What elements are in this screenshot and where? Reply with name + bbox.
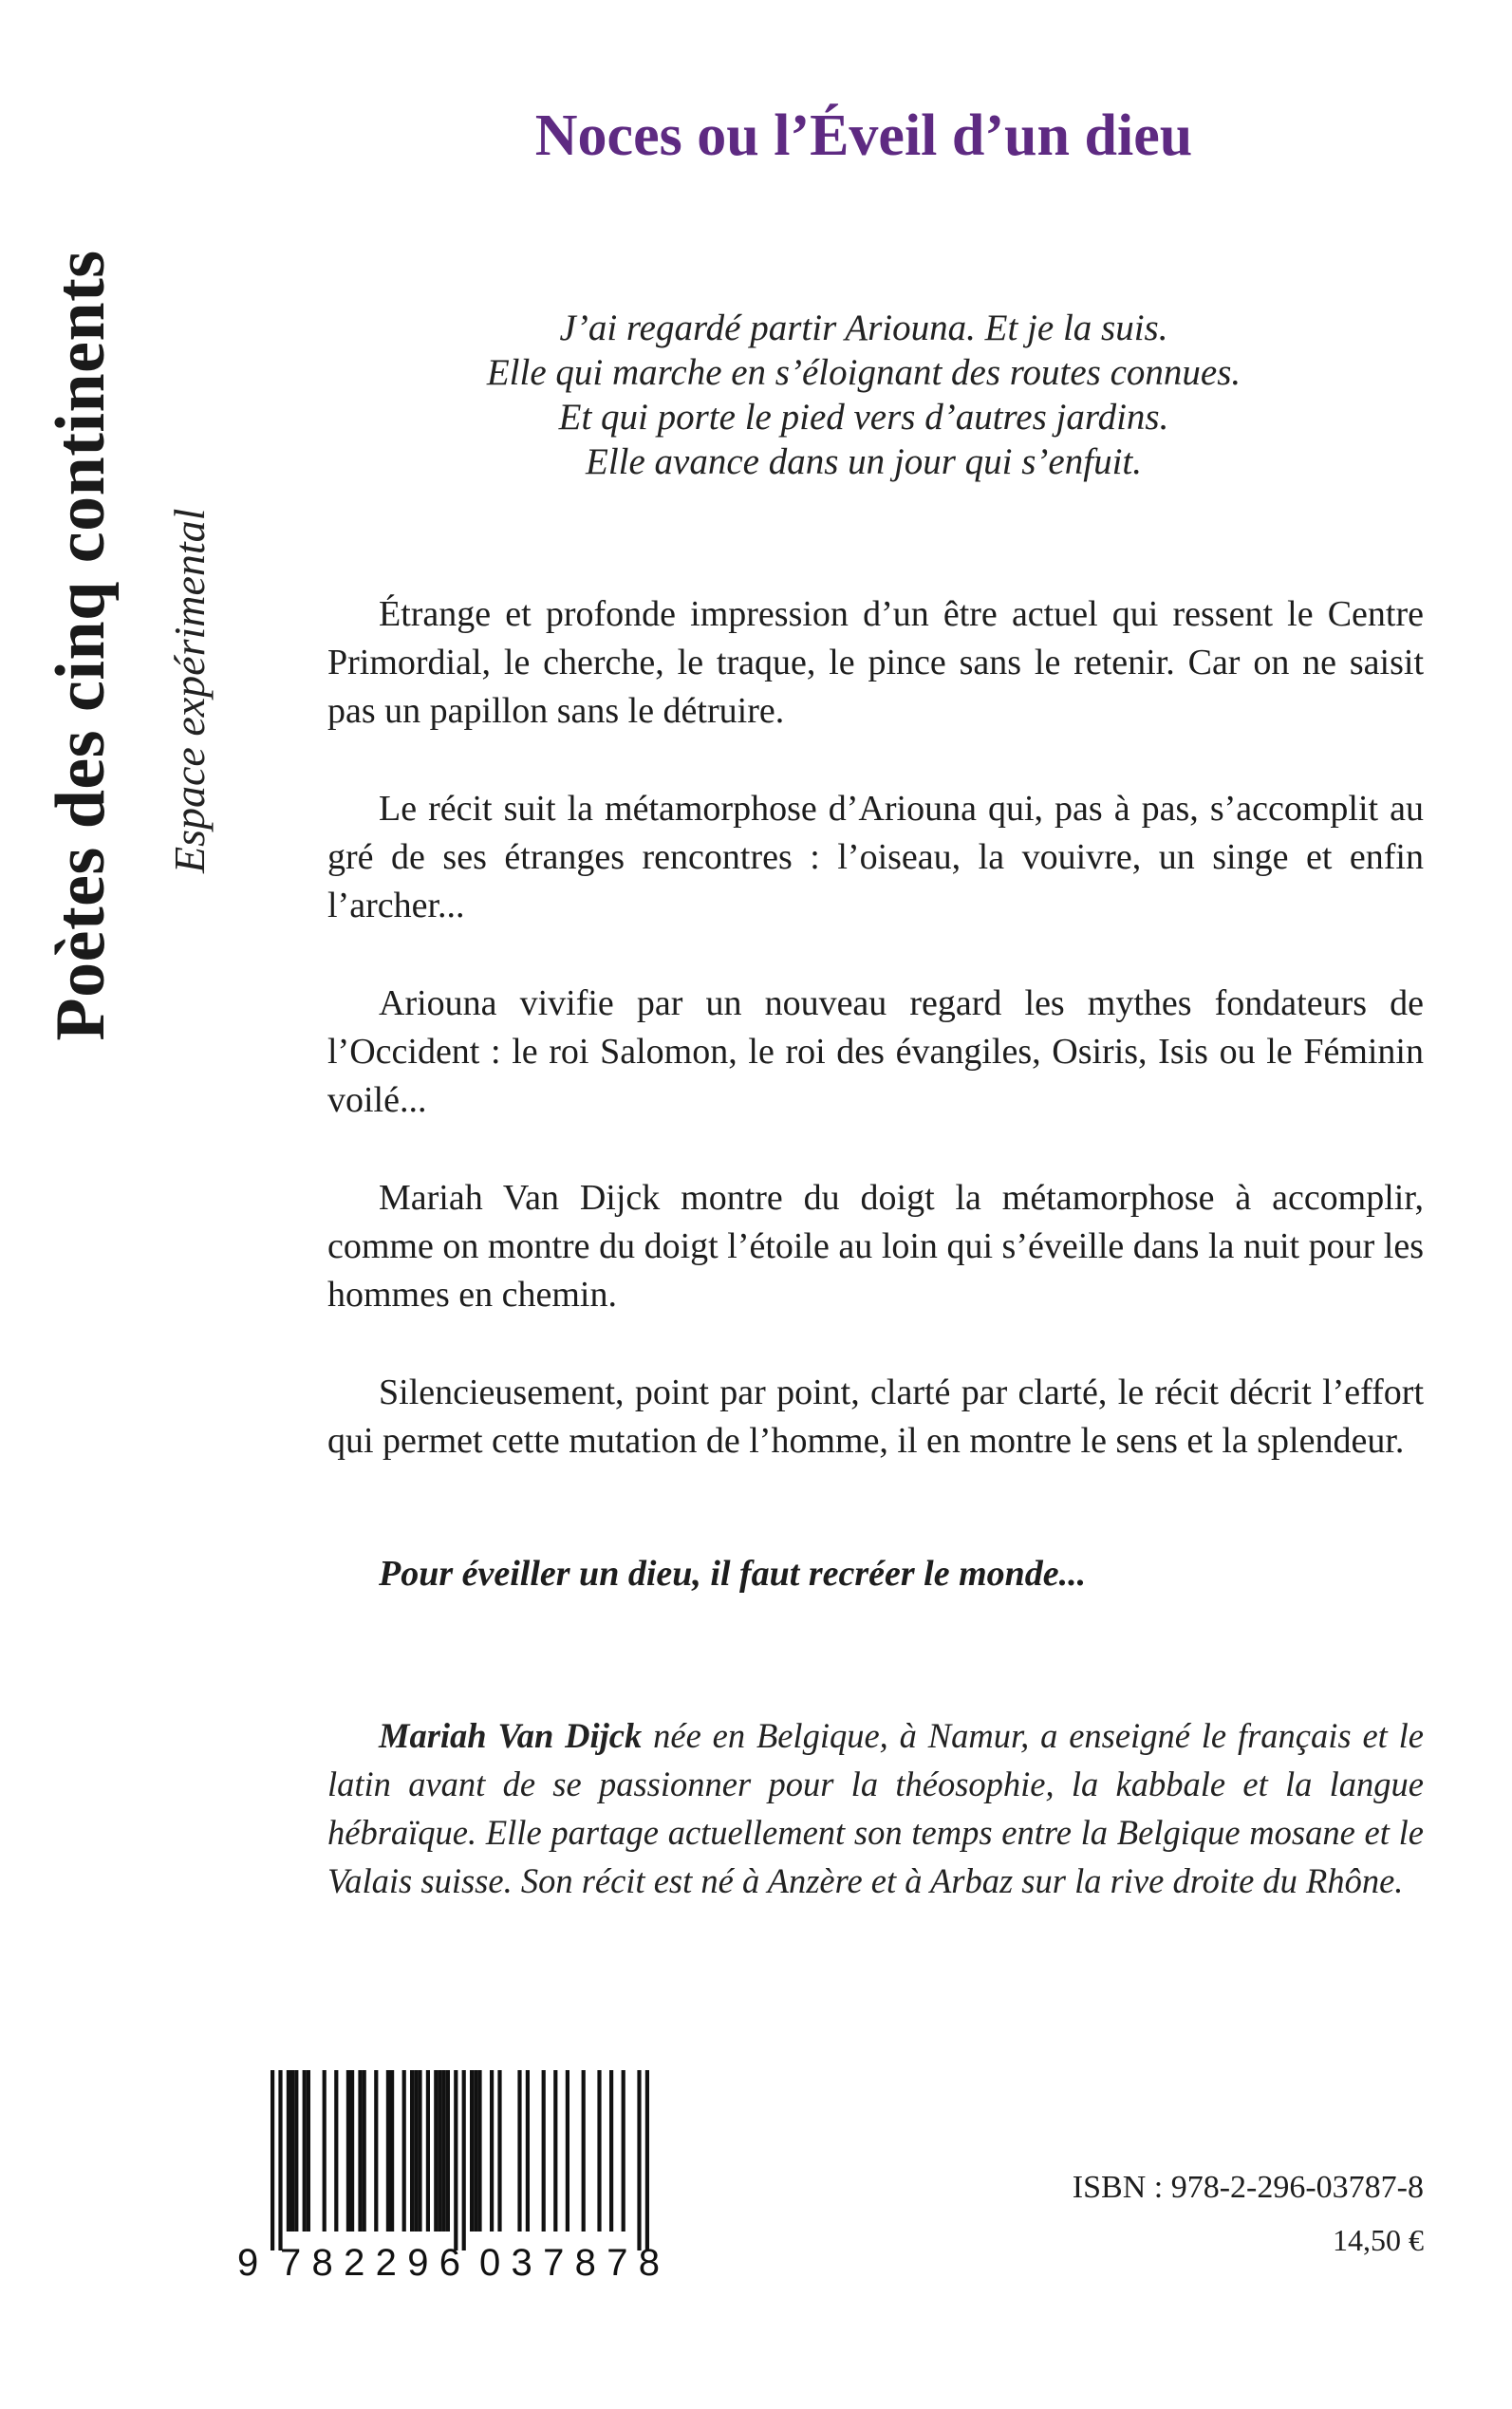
author-bio [327, 1711, 1424, 1905]
barcode-bar [358, 2070, 362, 2232]
book-title: Noces ou l’Éveil d’un dieu [534, 103, 1193, 168]
epigraph-line: Et qui porte le pied vers d’autres jardins. [558, 397, 1169, 438]
barcode-bar [490, 2070, 494, 2232]
series-spine-block [38, 133, 228, 1158]
epigraph-line: J’ai regardé partir Ariouna. Et je la suis. [559, 308, 1168, 348]
barcode-bar [363, 2070, 366, 2232]
barcode-bar [566, 2070, 569, 2232]
blurb-paragraph: Étrange et profonde impression d’un être actuel qui ressent le Centre Primordial, le cherche, le traque, le pince sans le retenir. Car on ne saisit pas un papillon sans le détruire. [327, 594, 1424, 731]
barcode-bar [303, 2070, 307, 2232]
barcode-bar [410, 2070, 414, 2232]
blurb-paragraph: Silencieusement, point par point, clarté par clarté, le récit décrit l’effort qui permet cette mutation de l’homme, il en montre le sens et la splendeur. [327, 1373, 1424, 1461]
barcode-bar [622, 2070, 625, 2232]
barcode-bar [526, 2070, 530, 2232]
barcode-bar [346, 2070, 350, 2232]
blurb-paragraph: Le récit suit la métamorphose d’Ariouna qui, pas à pas, s’accomplit au gré de ses étranges rencontres : l’oiseau, la vouivre, un singe et enfin l’archer... [327, 789, 1424, 925]
barcode-bar [645, 2070, 649, 2250]
barcode-bar [434, 2070, 438, 2232]
barcode-right-digits: 037878 [479, 2242, 660, 2283]
barcode-bar [418, 2070, 421, 2232]
series-subtitle [161, 133, 218, 873]
tagline: Pour éveiller un dieu, il faut recréer le monde... [379, 1554, 1087, 1594]
barcode-bar [517, 2070, 521, 2232]
barcode-bar [294, 2070, 298, 2232]
barcode-bar [386, 2070, 390, 2232]
isbn-number: ISBN : 978-2-296-03787-8 [1072, 2170, 1424, 2205]
barcode-bar [278, 2070, 282, 2250]
isbn-barcode [228, 2064, 721, 2283]
barcode-bars [271, 2070, 649, 2250]
barcode-bar [470, 2070, 474, 2232]
series-title-text: Poètes des cinq continents [42, 250, 120, 1041]
barcode-bar [497, 2070, 501, 2232]
barcode-first-digit: 9 [237, 2242, 259, 2283]
epigraph-line: Elle avance dans un jour qui s’enfuit. [586, 441, 1142, 482]
barcode-bar [307, 2070, 310, 2232]
barcode-bar [477, 2070, 481, 2232]
blurb-paragraph: Ariouna vivifie par un nouveau regard les mythes fondateurs de l’Occident : le roi Salomon, le roi des évangiles, Osiris, Isis ou le Féminin voilé... [327, 983, 1424, 1120]
barcode-bar [334, 2070, 338, 2232]
barcode-bar [462, 2070, 466, 2250]
epigraph-line: Elle qui marche en s’éloignant des routes connues. [486, 352, 1241, 393]
barcode-bar [442, 2070, 446, 2232]
barcode-bar [582, 2070, 586, 2232]
barcode-bar [323, 2070, 327, 2232]
barcode-bar [597, 2070, 601, 2232]
barcode-bar [446, 2070, 450, 2232]
barcode-bar [390, 2070, 394, 2232]
barcode-bar [609, 2070, 613, 2232]
barcode-bar [290, 2070, 294, 2232]
barcode-bar [438, 2070, 441, 2232]
barcode-bar [426, 2070, 430, 2232]
barcode-bar [374, 2070, 378, 2232]
series-title [38, 133, 142, 1158]
barcode-bar [271, 2070, 274, 2250]
author-name: Mariah Van Dijck [379, 1716, 643, 1755]
barcode-bar [350, 2070, 354, 2232]
price: 14,50 € [1333, 2223, 1424, 2257]
barcode-left-digits: 782296 [280, 2242, 460, 2283]
barcode-bar [637, 2070, 641, 2250]
barcode-bar [402, 2070, 406, 2232]
barcode-bar [553, 2070, 557, 2232]
barcode-bar [454, 2070, 457, 2250]
blurb-paragraph: Mariah Van Dijck montre du doigt la métamorphose à accomplir, comme on montre du doigt l’étoile au loin qui s’éveille dans la nuit pour les hommes en chemin. [327, 1178, 1424, 1315]
author-bio-text: née en Belgique, à Namur, a enseigné le français et le latin avant de se passionner pour la théosophie, la kabbale et la langue hébraïque. Elle partage actuellement son temps entre la Belgique mosane et le Valais suisse. Son récit est né à Anzère et à Arbaz sur la rive droite du Rhône. [327, 1716, 1424, 1900]
barcode-bar [542, 2070, 546, 2232]
series-subtitle-text: Espace expérimental [165, 508, 214, 873]
blurb-body [327, 590, 1424, 1515]
epigraph [313, 306, 1414, 484]
barcode-bar [414, 2070, 418, 2232]
barcode-bar [287, 2070, 290, 2232]
barcode-bar [474, 2070, 477, 2232]
